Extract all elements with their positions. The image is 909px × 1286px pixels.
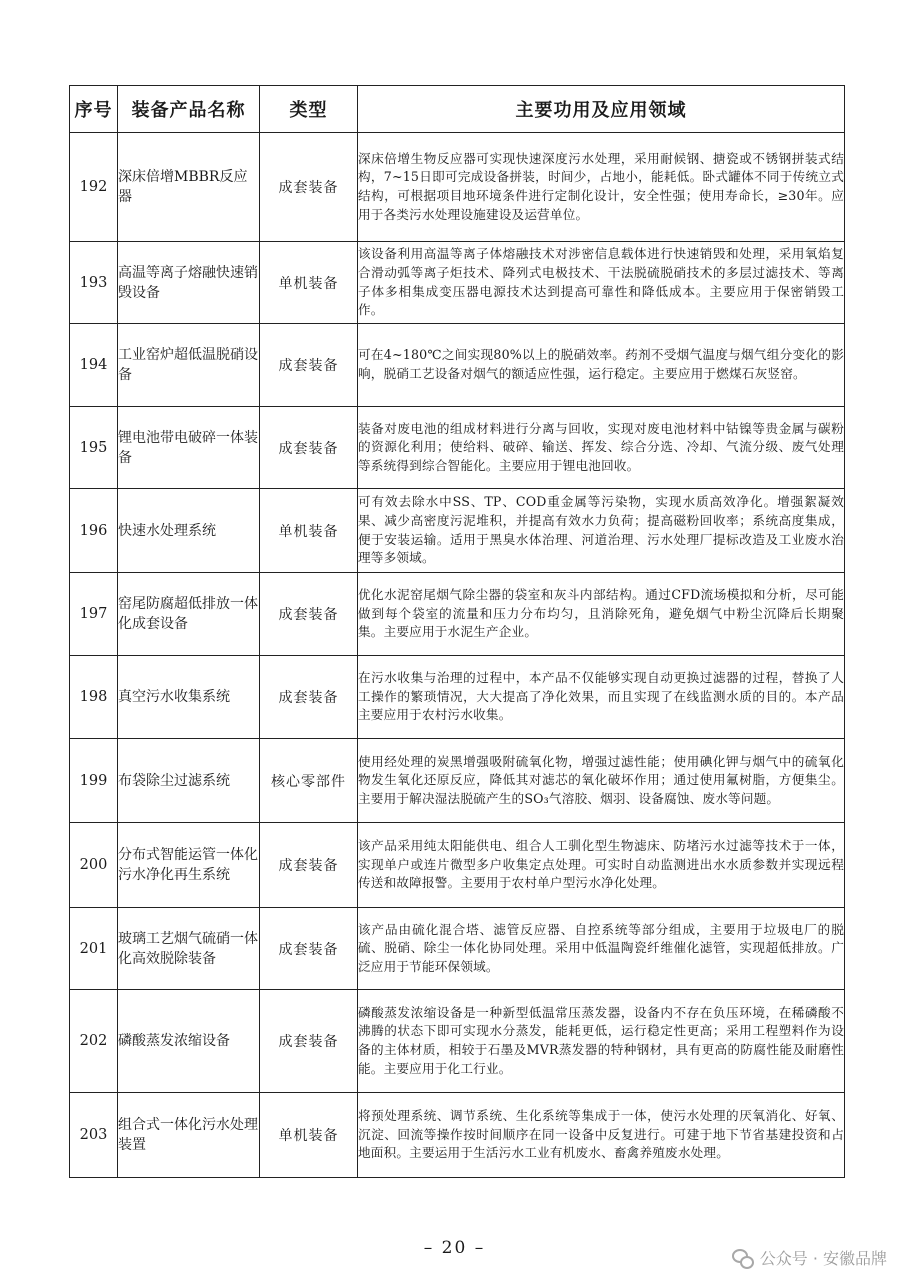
- table-header-row: [70, 86, 845, 133]
- table-row: [70, 990, 845, 1093]
- row-name: 工业窑炉超低温脱硝设备: [118, 324, 260, 407]
- header-type: 类型: [260, 86, 358, 133]
- table-row: [70, 573, 845, 656]
- row-name: 真空污水收集系统: [118, 656, 260, 739]
- row-type: 单机装备: [260, 242, 358, 324]
- table-row: [70, 489, 845, 573]
- table-row: [70, 739, 845, 823]
- table-row: [70, 133, 845, 242]
- row-type: 成套装备: [260, 407, 358, 489]
- row-name: 高温等离子熔融快速销毁设备: [118, 242, 260, 324]
- row-type: 成套装备: [260, 324, 358, 407]
- row-type: 核心零部件: [260, 739, 358, 823]
- row-seq: 202: [70, 990, 118, 1093]
- row-desc: 可在4~180℃之间实现80%以上的脱硝效率。药剂不受烟气温度与烟气组分变化的影响，脱硝工艺设备对烟气的额适应性强，运行稳定。主要应用于燃煤石灰竖窑。: [358, 324, 845, 407]
- row-seq: 195: [70, 407, 118, 489]
- row-type: 成套装备: [260, 908, 358, 990]
- row-type: 单机装备: [260, 1093, 358, 1178]
- header-desc: 主要功用及应用领域: [358, 86, 845, 133]
- row-type: 成套装备: [260, 573, 358, 656]
- row-name: 磷酸蒸发浓缩设备: [118, 990, 260, 1093]
- row-desc: 深床倍增生物反应器可实现快速深度污水处理，采用耐候钢、搪瓷或不锈钢拼装式结构，7~15日即可完成设备拼装，时间少，占地小，能耗低。卧式罐体不同于传统立式结构，可根据项目地环境条件进行定制化设计，安全性强；使用寿命长，≥30年。应用于各类污水处理设施建设及运营单位。: [358, 133, 845, 242]
- equipment-table: [69, 85, 845, 1178]
- row-seq: 200: [70, 823, 118, 908]
- header-seq: 序号: [70, 86, 118, 133]
- row-seq: 198: [70, 656, 118, 739]
- watermark: [732, 1246, 887, 1269]
- row-name: 玻璃工艺烟气硫硝一体化高效脱除装备: [118, 908, 260, 990]
- row-desc: 在污水收集与治理的过程中，本产品不仅能够实现自动更换过滤器的过程，替换了人工操作的繁琐情况，大大提高了净化效果，而且实现了在线监测水质的目的。本产品主要应用于农村污水收集。: [358, 656, 845, 739]
- row-name: 分布式智能运管一体化污水净化再生系统: [118, 823, 260, 908]
- row-desc: 装备对废电池的组成材料进行分离与回收，实现对废电池材料中钴镍等贵金属与碳粉的资源化利用；使给料、破碎、输送、挥发、综合分选、冷却、气流分级、废气处理等系统得到综合智能化。主要应用于锂电池回收。: [358, 407, 845, 489]
- row-seq: 199: [70, 739, 118, 823]
- row-name: 窑尾防腐超低排放一体化成套设备: [118, 573, 260, 656]
- row-desc: 该产品采用纯太阳能供电、组合人工驯化型生物滤床、防堵污水过滤等技术于一体，实现单户或连片微型多户收集定点处理。可实时自动监测进出水水质参数并实现远程传送和故障报警。主要用于农村单户型污水净化处理。: [358, 823, 845, 908]
- row-seq: 193: [70, 242, 118, 324]
- row-type: 成套装备: [260, 656, 358, 739]
- row-type: 单机装备: [260, 489, 358, 573]
- row-desc: 使用经处理的炭黑增强吸附硫氧化物，增强过滤性能；使用碘化钾与烟气中的硫氧化物发生氧化还原反应，降低其对滤芯的氧化破坏作用；通过使用氟树脂，方便集尘。主要用于解决湿法脱硫产生的SO₃气溶胶、烟羽、设备腐蚀、废水等问题。: [358, 739, 845, 823]
- table-row: [70, 823, 845, 908]
- table-row: [70, 908, 845, 990]
- row-name: 组合式一体化污水处理装置: [118, 1093, 260, 1178]
- row-type: 成套装备: [260, 133, 358, 242]
- page-number: – 20 –: [423, 1238, 486, 1258]
- table-row: [70, 242, 845, 324]
- table-row: [70, 407, 845, 489]
- table-row: [70, 1093, 845, 1178]
- row-seq: 197: [70, 573, 118, 656]
- row-desc: 可有效去除水中SS、TP、COD重金属等污染物，实现水质高效净化。增强絮凝效果、减少高密度污泥堆积，并提高有效水力负荷；提高磁粉回收率；系统高度集成，便于安装运输。适用于黑臭水体治理、河道治理、污水处理厂提标改造及工业废水治理等多领域。: [358, 489, 845, 573]
- row-name: 深床倍增MBBR反应器: [118, 133, 260, 242]
- row-seq: 196: [70, 489, 118, 573]
- row-type: 成套装备: [260, 823, 358, 908]
- row-seq: 192: [70, 133, 118, 242]
- row-type: 成套装备: [260, 990, 358, 1093]
- row-seq: 194: [70, 324, 118, 407]
- row-desc: 该产品由硫化混合塔、滤管反应器、自控系统等部分组成，主要用于垃圾电厂的脱硫、脱硝、除尘一体化协同处理。采用中低温陶瓷纤维催化滤管，实现超低排放。广泛应用于节能环保领域。: [358, 908, 845, 990]
- table-row: [70, 656, 845, 739]
- table-row: [70, 324, 845, 407]
- row-seq: 203: [70, 1093, 118, 1178]
- row-name: 布袋除尘过滤系统: [118, 739, 260, 823]
- row-name: 锂电池带电破碎一体装备: [118, 407, 260, 489]
- wechat-icon: [732, 1248, 754, 1268]
- row-desc: 优化水泥窑尾烟气除尘器的袋室和灰斗内部结构。通过CFD流场模拟和分析，尽可能做到每个袋室的流量和压力分布均匀，且消除死角，避免烟气中粉尘沉降后长期聚集。主要应用于水泥生产企业。: [358, 573, 845, 656]
- row-desc: 将预处理系统、调节系统、生化系统等集成于一体，使污水处理的厌氧消化、好氧、沉淀、回流等操作按时间顺序在同一设备中反复进行。可建于地下节省基建投资和占地面积。主要运用于生活污水工业有机废水、畜禽养殖废水处理。: [358, 1093, 845, 1178]
- watermark-text: 公众号 · 安徽品牌: [759, 1249, 887, 1268]
- header-name: 装备产品名称: [118, 86, 260, 133]
- row-desc: 该设备利用高温等离子体熔融技术对涉密信息载体进行快速销毁和处理，采用氧焰复合滑动弧等离子炬技术、降列式电极技术、干法脱硫脱硝技术的多层过滤技术、等离子体多相集成变压器电源技术达到提高可靠性和降低成本。主要应用于保密销毁工作。: [358, 242, 845, 324]
- row-desc: 磷酸蒸发浓缩设备是一种新型低温常压蒸发器，设备内不存在负压环境，在稀磷酸不沸腾的状态下即可实现水分蒸发，能耗更低，运行稳定性更高；采用工程塑料作为设备的主体材质，相较于石墨及MVR蒸发器的特种钢材，具有更高的防腐性能及耐磨性能。主要应用于化工行业。: [358, 990, 845, 1093]
- row-seq: 201: [70, 908, 118, 990]
- row-name: 快速水处理系统: [118, 489, 260, 573]
